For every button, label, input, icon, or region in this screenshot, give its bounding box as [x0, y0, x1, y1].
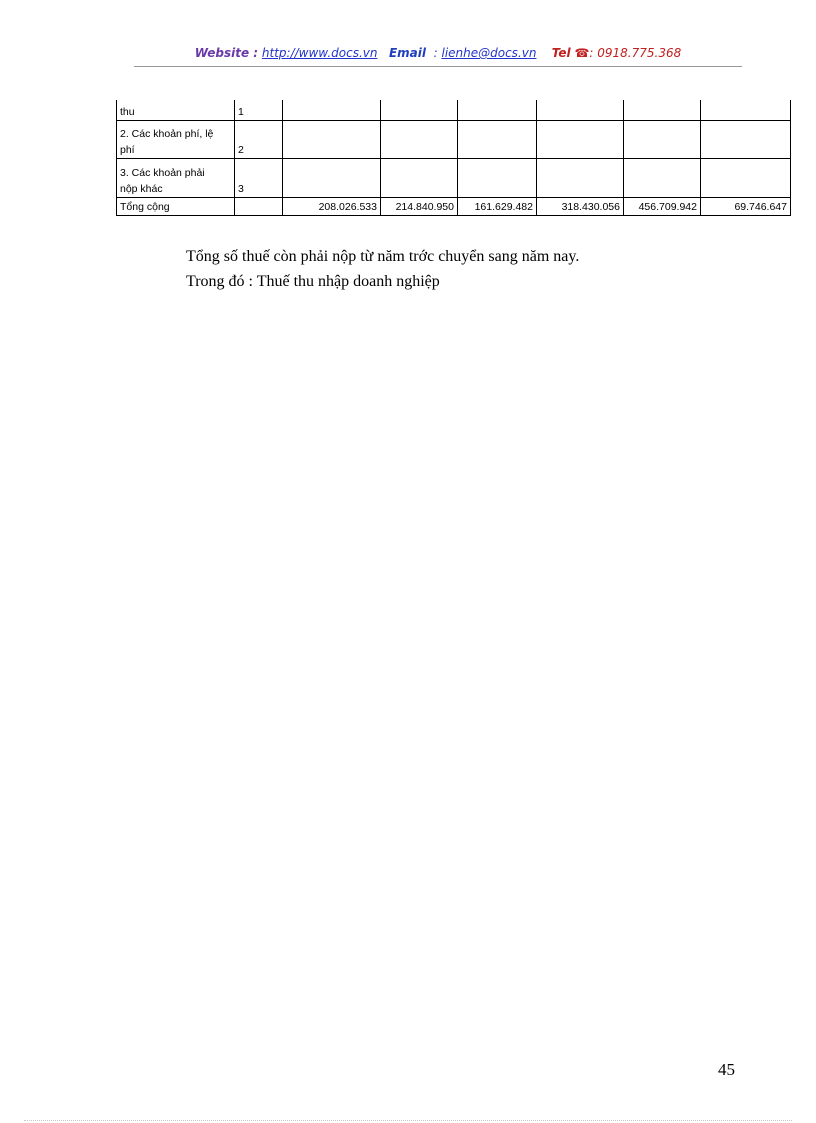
- tax-table: [116, 100, 791, 216]
- table-cell: [381, 100, 458, 120]
- row-label: 2. Các khoản phí, lệ phí: [117, 120, 235, 158]
- row-code: 3: [235, 158, 283, 197]
- table-cell: [701, 120, 791, 158]
- table-cell: [624, 158, 701, 197]
- table-cell: [537, 100, 624, 120]
- bottom-rule: [24, 1120, 792, 1121]
- table-cell: [381, 120, 458, 158]
- table-row: [117, 158, 791, 197]
- row-label: Tổng cộng: [117, 197, 235, 215]
- table-cell: [624, 120, 701, 158]
- table-cell: [701, 158, 791, 197]
- table-cell: [537, 120, 624, 158]
- website-link[interactable]: http://www.docs.vn: [261, 46, 378, 60]
- website-label: Website :: [194, 46, 259, 60]
- email-link[interactable]: lienhe@docs.vn: [441, 46, 537, 60]
- tel-number: : 0918.775.368: [589, 46, 682, 60]
- table-cell: [624, 100, 701, 120]
- table-cell: [458, 100, 537, 120]
- table-cell: [458, 120, 537, 158]
- tel-label: Tel: [551, 46, 571, 60]
- row-label: 3. Các khoản phải nộp khác: [117, 158, 235, 197]
- row-label: thu: [117, 100, 235, 120]
- row-code: [235, 197, 283, 215]
- table-row: [117, 120, 791, 158]
- table-cell: [283, 158, 381, 197]
- body-line-2: Trong đó : Thuế thu nhập doanh nghiệp: [186, 273, 440, 290]
- table-cell: [283, 120, 381, 158]
- row-code: 2: [235, 120, 283, 158]
- page-number: 45: [718, 1060, 735, 1079]
- total-value: 69.746.647: [701, 197, 791, 215]
- header-rule: [134, 66, 742, 67]
- email-separator: :: [433, 46, 438, 60]
- table-cell: [701, 100, 791, 120]
- email-label: Email: [388, 46, 426, 60]
- table-cell: [458, 158, 537, 197]
- total-value: 161.629.482: [458, 197, 537, 215]
- row-code: 1: [235, 100, 283, 120]
- table-cell: [537, 158, 624, 197]
- phone-icon: ☎: [574, 46, 590, 60]
- body-text: [186, 244, 579, 294]
- table-cell: [283, 100, 381, 120]
- total-value: 318.430.056: [537, 197, 624, 215]
- total-row: [117, 197, 791, 215]
- table-row: [117, 100, 791, 120]
- total-value: 208.026.533: [283, 197, 381, 215]
- total-value: 456.709.942: [624, 197, 701, 215]
- body-line-1: Tổng số thuế còn phải nộp từ năm trớc chuyển sang năm nay.: [186, 248, 580, 265]
- table-cell: [381, 158, 458, 197]
- page-header: [134, 46, 742, 60]
- total-value: 214.840.950: [381, 197, 458, 215]
